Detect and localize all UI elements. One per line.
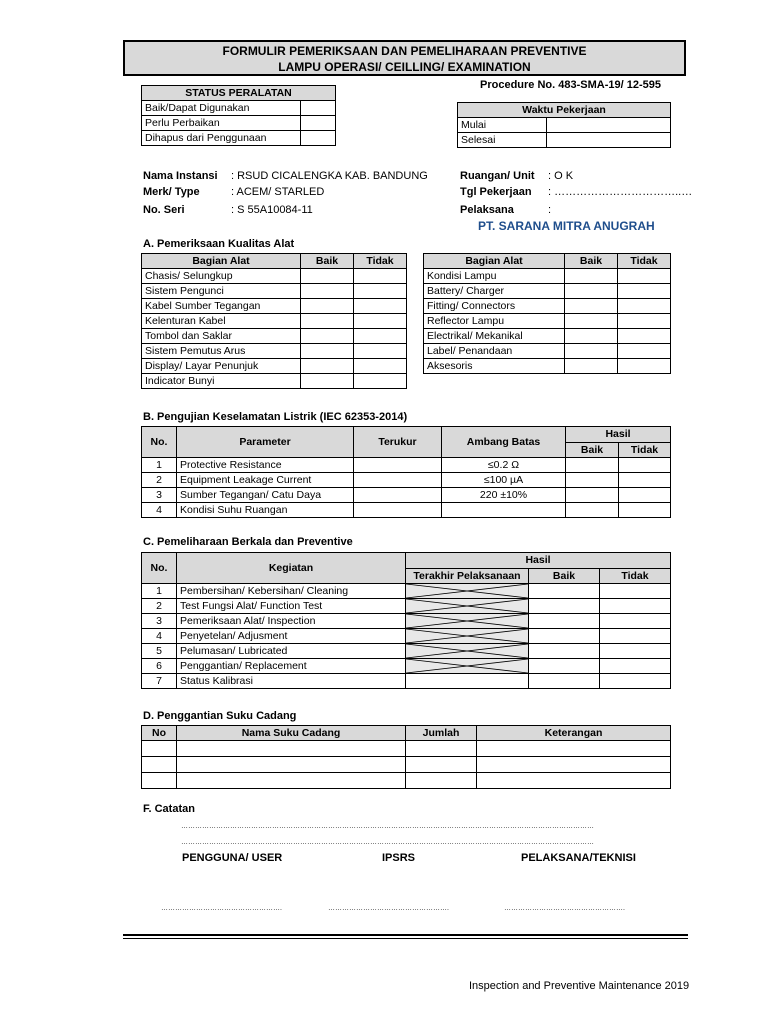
section-d-title: D. Penggantian Suku Cadang [143, 710, 297, 722]
row-no: 7 [142, 674, 177, 689]
row-parameter: Equipment Leakage Current [177, 473, 354, 488]
col-baik: Baik [301, 254, 354, 269]
col-no: No [142, 726, 177, 741]
row-kegiatan: Status Kalibrasi [177, 674, 406, 689]
tidak-cell[interactable] [619, 458, 671, 473]
catatan-line-1[interactable]: …………………………………………………………………………………………………………………………………………………………… [181, 823, 594, 830]
baik-cell[interactable] [301, 314, 354, 329]
tidak-cell[interactable] [618, 314, 671, 329]
col-tidak: Tidak [618, 254, 671, 269]
baik-cell[interactable] [529, 599, 600, 614]
section-a-title: A. Pemeriksaan Kualitas Alat [143, 238, 295, 250]
bagian-item: Chasis/ Selungkup [142, 269, 301, 284]
crossed-out-cell [406, 659, 529, 674]
empty-cell[interactable] [406, 757, 477, 773]
bagian-item: Tombol dan Saklar [142, 329, 301, 344]
baik-cell[interactable] [301, 359, 354, 374]
row-no: 2 [142, 599, 177, 614]
tidak-cell[interactable] [354, 314, 407, 329]
section-f-title: F. Catatan [143, 803, 195, 815]
tidak-cell[interactable] [600, 644, 671, 659]
tidak-cell[interactable] [354, 284, 407, 299]
col-no: No. [142, 553, 177, 584]
tidak-cell[interactable] [618, 269, 671, 284]
footer-rule-bottom [123, 938, 688, 939]
bagian-item: Battery/ Charger [424, 284, 565, 299]
tidak-cell[interactable] [354, 344, 407, 359]
bagian-item: Kabel Sumber Tegangan [142, 299, 301, 314]
col-tidak: Tidak [619, 442, 671, 458]
crossed-out-cell [406, 629, 529, 644]
row-no: 1 [142, 458, 177, 473]
tidak-cell[interactable] [619, 503, 671, 518]
crossed-out-cell [406, 584, 529, 599]
signature-label-user: PENGGUNA/ USER [182, 852, 283, 864]
bagian-item: Aksesoris [424, 359, 565, 374]
info-label-instansi: Nama Instansi [143, 170, 218, 182]
baik-cell[interactable] [566, 458, 619, 473]
section-c-title: C. Pemeliharaan Berkala dan Preventive [143, 536, 353, 548]
baik-cell[interactable] [529, 644, 600, 659]
row-no: 1 [142, 584, 177, 599]
col-terakhir-pelaksanaan: Terakhir Pelaksanaan [406, 568, 529, 584]
company-name: PT. SARANA MITRA ANUGRAH [478, 219, 655, 233]
baik-cell[interactable] [565, 314, 618, 329]
bagian-item: Indicator Bunyi [142, 374, 301, 389]
bagian-item: Reflector Lampu [424, 314, 565, 329]
signature-line-user[interactable]: ……………………………………………. [161, 905, 282, 912]
info-label-seri: No. Seri [143, 204, 185, 216]
procedure-number: Procedure No. 483-SMA-19/ 12-595 [480, 79, 661, 91]
status-table [141, 85, 336, 146]
info-label-ruangan: Ruangan/ Unit [460, 170, 535, 182]
row-kegiatan: Pelumasan/ Lubricated [177, 644, 406, 659]
tidak-cell[interactable] [354, 359, 407, 374]
empty-cell[interactable] [142, 773, 177, 789]
info-label-merk: Merk/ Type [143, 186, 200, 198]
baik-cell[interactable] [565, 284, 618, 299]
col-jumlah: Jumlah [406, 726, 477, 741]
status-item: Perlu Perbaikan [142, 116, 301, 131]
status-item: Baik/Dapat Digunakan [142, 101, 301, 116]
tidak-cell[interactable] [354, 329, 407, 344]
bagian-item: Label/ Penandaan [424, 344, 565, 359]
baik-cell[interactable] [301, 299, 354, 314]
info-value-ruangan: : O K [548, 170, 574, 182]
terukur-cell[interactable] [354, 503, 442, 518]
tidak-cell[interactable] [618, 344, 671, 359]
footer-rule-top [123, 934, 688, 936]
tidak-cell[interactable] [600, 659, 671, 674]
col-hasil: Hasil [566, 427, 671, 443]
tidak-cell[interactable] [354, 299, 407, 314]
tidak-cell[interactable] [619, 473, 671, 488]
cross-mark-icon [406, 629, 528, 643]
tidak-cell[interactable] [618, 284, 671, 299]
catatan-line-2[interactable]: …………………………………………………………………………………………………………………………………………………………… [181, 839, 594, 846]
terakhir-pelaksanaan-cell[interactable] [406, 674, 529, 689]
col-baik: Baik [565, 254, 618, 269]
signature-label-teknisi: PELAKSANA/TEKNISI [521, 852, 636, 864]
empty-cell[interactable] [477, 741, 671, 757]
info-value-merk: : ACEM/ STARLED [231, 186, 325, 198]
baik-cell[interactable] [529, 629, 600, 644]
bagian-item: Kelenturan Kabel [142, 314, 301, 329]
tidak-cell[interactable] [600, 674, 671, 689]
crossed-out-cell [406, 644, 529, 659]
crossed-out-cell [406, 599, 529, 614]
signature-label-ipsrs: IPSRS [382, 852, 416, 864]
cross-mark-icon [406, 584, 528, 598]
empty-cell[interactable] [177, 757, 406, 773]
baik-cell[interactable] [301, 344, 354, 359]
form-title-line1: FORMULIR PEMERIKSAAN DAN PEMELIHARAAN PREVENTIVE [222, 44, 587, 58]
bagian-item: Kondisi Lampu [424, 269, 565, 284]
baik-cell[interactable] [301, 374, 354, 389]
info-label-tgl: Tgl Pekerjaan [460, 186, 532, 198]
baik-cell[interactable] [301, 269, 354, 284]
row-kegiatan: Test Fungsi Alat/ Function Test [177, 599, 406, 614]
baik-cell[interactable] [529, 674, 600, 689]
row-ambang: 220 ±10% [442, 488, 566, 503]
baik-cell[interactable] [529, 584, 600, 599]
row-kegiatan: Penyetelan/ Adjusment [177, 629, 406, 644]
tidak-cell[interactable] [600, 584, 671, 599]
footer-text: Inspection and Preventive Maintenance 2019 [469, 980, 690, 992]
status-check-cell[interactable] [301, 131, 336, 146]
row-parameter: Protective Resistance [177, 458, 354, 473]
col-keterangan: Keterangan [477, 726, 671, 741]
section-c-table [141, 552, 671, 689]
tidak-cell[interactable] [618, 359, 671, 374]
row-ambang: ≤0.2 Ω [442, 458, 566, 473]
bagian-item: Sistem Pengunci [142, 284, 301, 299]
cross-mark-icon [406, 659, 528, 673]
tidak-cell[interactable] [354, 374, 407, 389]
terukur-cell[interactable] [354, 473, 442, 488]
waktu-value-cell[interactable] [547, 118, 671, 133]
col-kegiatan: Kegiatan [177, 553, 406, 584]
row-no: 2 [142, 473, 177, 488]
empty-cell[interactable] [406, 773, 477, 789]
row-kegiatan: Pembersihan/ Kebersihan/ Cleaning [177, 584, 406, 599]
cross-mark-icon [406, 599, 528, 613]
col-tidak: Tidak [354, 254, 407, 269]
form-title-line2: LAMPU OPERASI/ CEILLING/ EXAMINATION [278, 60, 531, 74]
bagian-item: Electrikal/ Mekanikal [424, 329, 565, 344]
section-a-right-table [423, 253, 671, 374]
bagian-item: Fitting/ Connectors [424, 299, 565, 314]
section-d-table [141, 725, 671, 789]
bagian-item: Sistem Pemutus Arus [142, 344, 301, 359]
waktu-table [457, 102, 671, 148]
baik-cell[interactable] [565, 344, 618, 359]
empty-cell[interactable] [177, 741, 406, 757]
col-parameter: Parameter [177, 427, 354, 458]
baik-cell[interactable] [565, 299, 618, 314]
signature-line-teknisi[interactable]: ……………………………………………. [504, 905, 625, 912]
col-baik: Baik [566, 442, 619, 458]
tidak-cell[interactable] [618, 329, 671, 344]
col-no: No. [142, 427, 177, 458]
section-b-table [141, 426, 671, 518]
row-no: 3 [142, 614, 177, 629]
empty-cell[interactable] [142, 757, 177, 773]
baik-cell[interactable] [529, 659, 600, 674]
row-no: 3 [142, 488, 177, 503]
signature-line-ipsrs[interactable]: ……………………………………………. [328, 905, 449, 912]
col-baik: Baik [529, 568, 600, 584]
info-value-tgl: : ……………………………..… [548, 186, 693, 198]
row-kegiatan: Pemeriksaan Alat/ Inspection [177, 614, 406, 629]
cross-mark-icon [406, 614, 528, 628]
baik-cell[interactable] [566, 503, 619, 518]
info-value-pelaksana: : [548, 204, 552, 216]
info-label-pelaksana: Pelaksana [460, 204, 514, 216]
terukur-cell[interactable] [354, 458, 442, 473]
tidak-cell[interactable] [600, 614, 671, 629]
row-kegiatan: Penggantian/ Replacement [177, 659, 406, 674]
col-tidak: Tidak [600, 568, 671, 584]
waktu-item: Selesai [458, 133, 547, 148]
status-title: STATUS PERALATAN [142, 86, 336, 101]
empty-cell[interactable] [406, 741, 477, 757]
status-check-cell[interactable] [301, 101, 336, 116]
tidak-cell[interactable] [600, 599, 671, 614]
info-value-instansi: : RSUD CICALENGKA KAB. BANDUNG [231, 170, 428, 182]
tidak-cell[interactable] [619, 488, 671, 503]
waktu-item: Mulai [458, 118, 547, 133]
empty-cell[interactable] [142, 741, 177, 757]
col-nama-suku-cadang: Nama Suku Cadang [177, 726, 406, 741]
info-value-seri: : S 55A10084-11 [231, 204, 313, 216]
row-no: 4 [142, 629, 177, 644]
baik-cell[interactable] [566, 473, 619, 488]
baik-cell[interactable] [301, 329, 354, 344]
baik-cell[interactable] [529, 614, 600, 629]
crossed-out-cell [406, 614, 529, 629]
row-no: 4 [142, 503, 177, 518]
col-ambang-batas: Ambang Batas [442, 427, 566, 458]
baik-cell[interactable] [566, 488, 619, 503]
col-bagian-alat: Bagian Alat [142, 254, 301, 269]
bagian-item: Display/ Layar Penunjuk [142, 359, 301, 374]
baik-cell[interactable] [565, 269, 618, 284]
status-item: Dihapus dari Penggunaan [142, 131, 301, 146]
empty-cell[interactable] [477, 773, 671, 789]
tidak-cell[interactable] [600, 629, 671, 644]
cross-mark-icon [406, 644, 528, 658]
waktu-value-cell[interactable] [547, 133, 671, 148]
section-a-left-table [141, 253, 407, 389]
row-no: 6 [142, 659, 177, 674]
row-no: 5 [142, 644, 177, 659]
empty-cell[interactable] [477, 757, 671, 773]
col-terukur: Terukur [354, 427, 442, 458]
row-parameter: Sumber Tegangan/ Catu Daya [177, 488, 354, 503]
row-ambang: ≤100 µA [442, 473, 566, 488]
baik-cell[interactable] [565, 329, 618, 344]
baik-cell[interactable] [301, 284, 354, 299]
row-ambang [442, 503, 566, 518]
baik-cell[interactable] [565, 359, 618, 374]
tidak-cell[interactable] [618, 299, 671, 314]
status-check-cell[interactable] [301, 116, 336, 131]
terukur-cell[interactable] [354, 488, 442, 503]
section-b-title: B. Pengujian Keselamatan Listrik (IEC 62353-2014) [143, 411, 408, 423]
col-hasil: Hasil [406, 553, 671, 569]
col-bagian-alat: Bagian Alat [424, 254, 565, 269]
empty-cell[interactable] [177, 773, 406, 789]
tidak-cell[interactable] [354, 269, 407, 284]
row-parameter: Kondisi Suhu Ruangan [177, 503, 354, 518]
form-title-box [123, 40, 686, 76]
waktu-title: Waktu Pekerjaan [458, 103, 671, 118]
